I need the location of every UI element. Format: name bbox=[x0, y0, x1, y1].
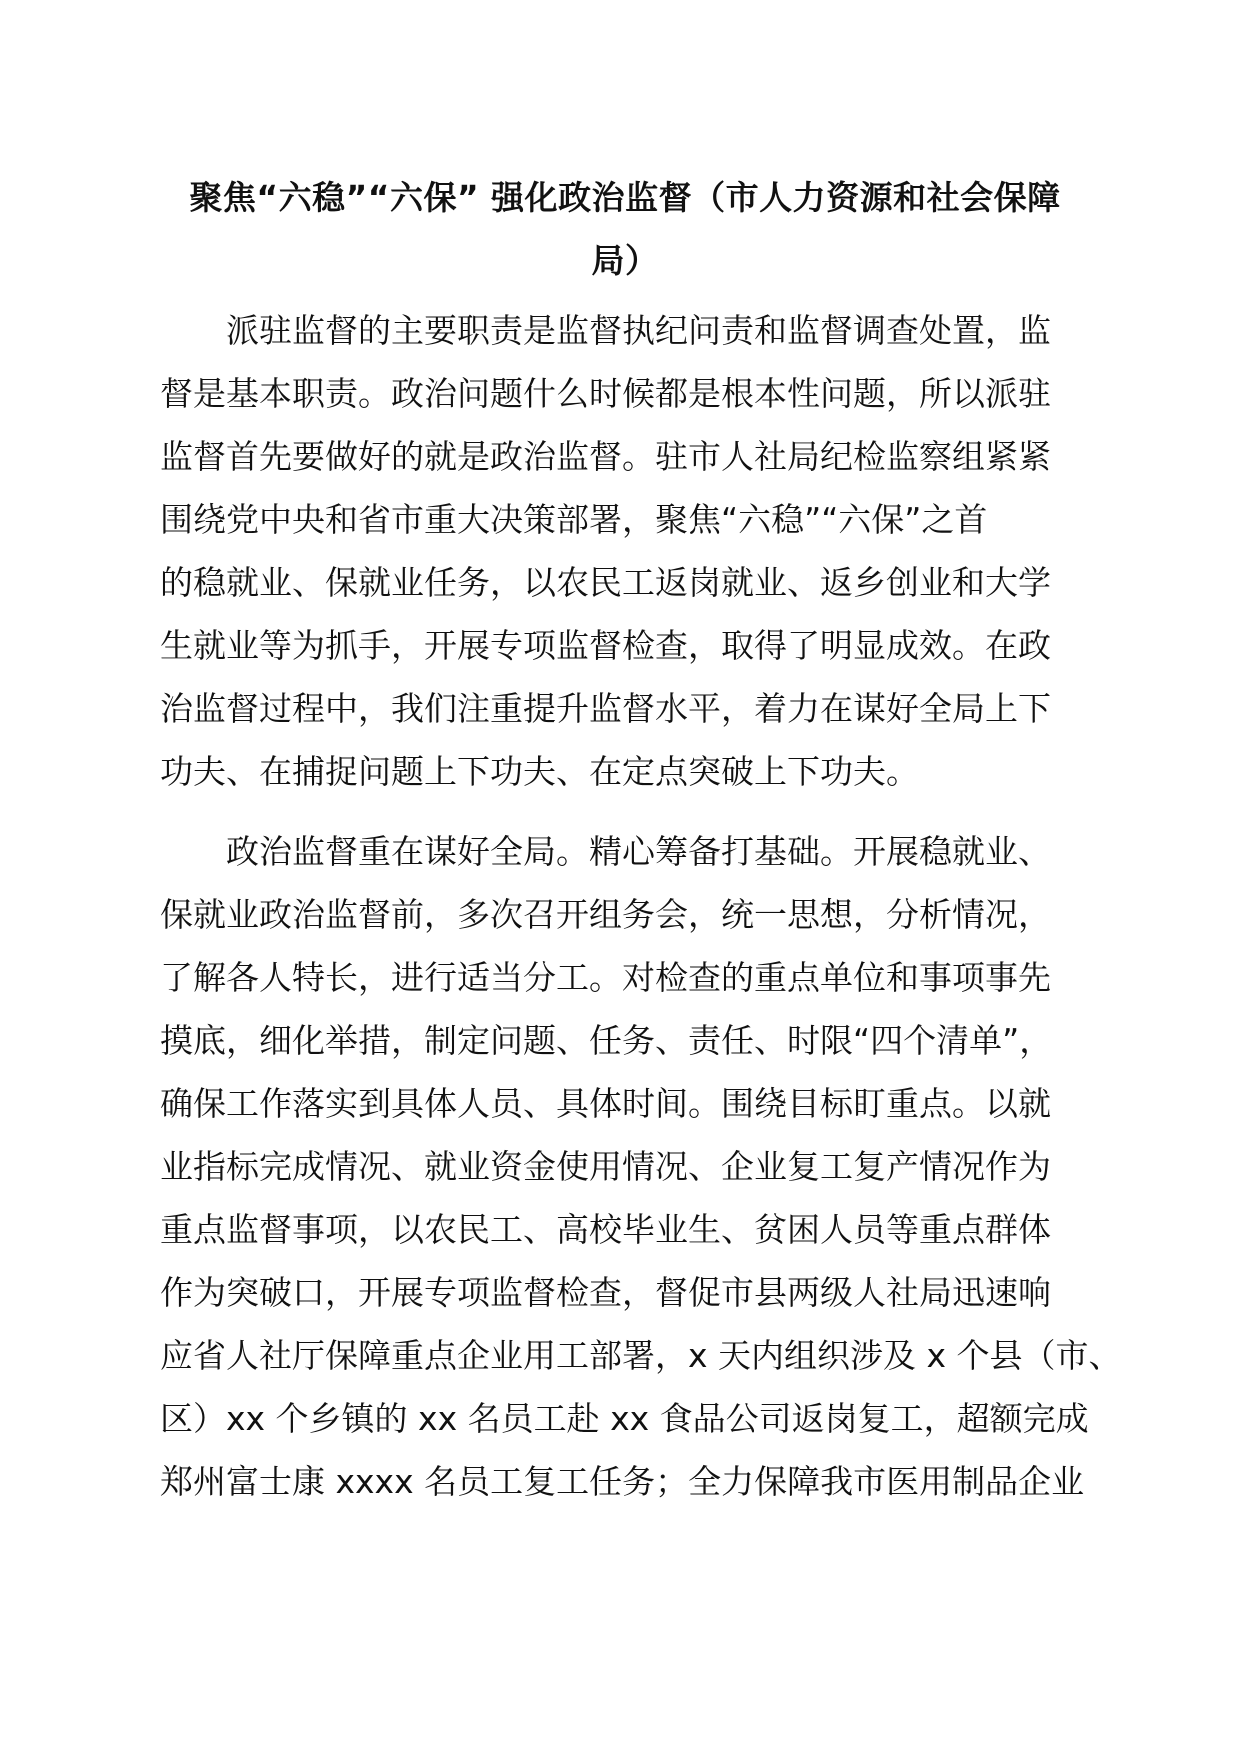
paragraph-1-line-3: 监督首先要做好的就是政治监督。驻市人社局纪检监察组紧紧 bbox=[160, 437, 1051, 476]
paragraph-2-line-4: 摸底，细化举措，制定问题、任务、责任、时限“四个清单”， bbox=[160, 1021, 1053, 1060]
paragraph-1-line-6: 生就业等为抓手，开展专项监督检查，取得了明显成效。在政 bbox=[160, 626, 1051, 665]
paragraph-1-line-8: 功夫、在捕捉问题上下功夫、在定点突破上下功夫。 bbox=[160, 752, 919, 791]
paragraph-2-line-6: 业指标完成情况、就业资金使用情况、企业复工复产情况作为 bbox=[160, 1147, 1051, 1186]
paragraph-1-line-7: 治监督过程中，我们注重提升监督水平，着力在谋好全局上下 bbox=[160, 689, 1051, 728]
paragraph-2-line-3: 了解各人特长，进行适当分工。对检查的重点单位和事项事先 bbox=[160, 958, 1051, 997]
paragraph-2-line-2: 保就业政治监督前，多次召开组务会，统一思想，分析情况， bbox=[160, 895, 1051, 934]
paragraph-2-line-11: 郑州富士康 xxxx 名员工复工任务；全力保障我市医用制品企业 bbox=[160, 1462, 1085, 1501]
paragraph-2-line-10: 区）xx 个乡镇的 xx 名员工赴 xx 食品公司返岗复工，超额完成 bbox=[160, 1399, 1089, 1438]
paragraph-1-line-5: 的稳就业、保就业任务，以农民工返岗就业、返乡创业和大学 bbox=[160, 563, 1051, 602]
paragraph-2-line-7: 重点监督事项，以农民工、高校毕业生、贫困人员等重点群体 bbox=[160, 1210, 1051, 1249]
document-title-line-1: 聚焦“六稳”“六保” 强化政治监督（市人力资源和社会保障 bbox=[189, 178, 1061, 217]
paragraph-1-line-4: 围绕党中央和省市重大决策部署，聚焦“六稳”“六保”之首 bbox=[160, 500, 988, 539]
paragraph-2-line-5: 确保工作落实到具体人员、具体时间。围绕目标盯重点。以就 bbox=[160, 1084, 1051, 1123]
paragraph-2-line-9: 应省人社厅保障重点企业用工部署，x 天内组织涉及 x 个县（市、 bbox=[160, 1336, 1122, 1375]
paragraph-1-line-1: 派驻监督的主要职责是监督执纪问责和监督调查处置，监 bbox=[226, 311, 1051, 350]
paragraph-2-line-8: 作为突破口，开展专项监督检查，督促市县两级人社局迅速响 bbox=[160, 1273, 1051, 1312]
paragraph-1-line-2: 督是基本职责。政治问题什么时候都是根本性问题，所以派驻 bbox=[160, 374, 1051, 413]
document-title-line-2: 局） bbox=[591, 241, 659, 280]
paragraph-2-line-1: 政治监督重在谋好全局。精心筹备打基础。开展稳就业、 bbox=[226, 832, 1051, 871]
